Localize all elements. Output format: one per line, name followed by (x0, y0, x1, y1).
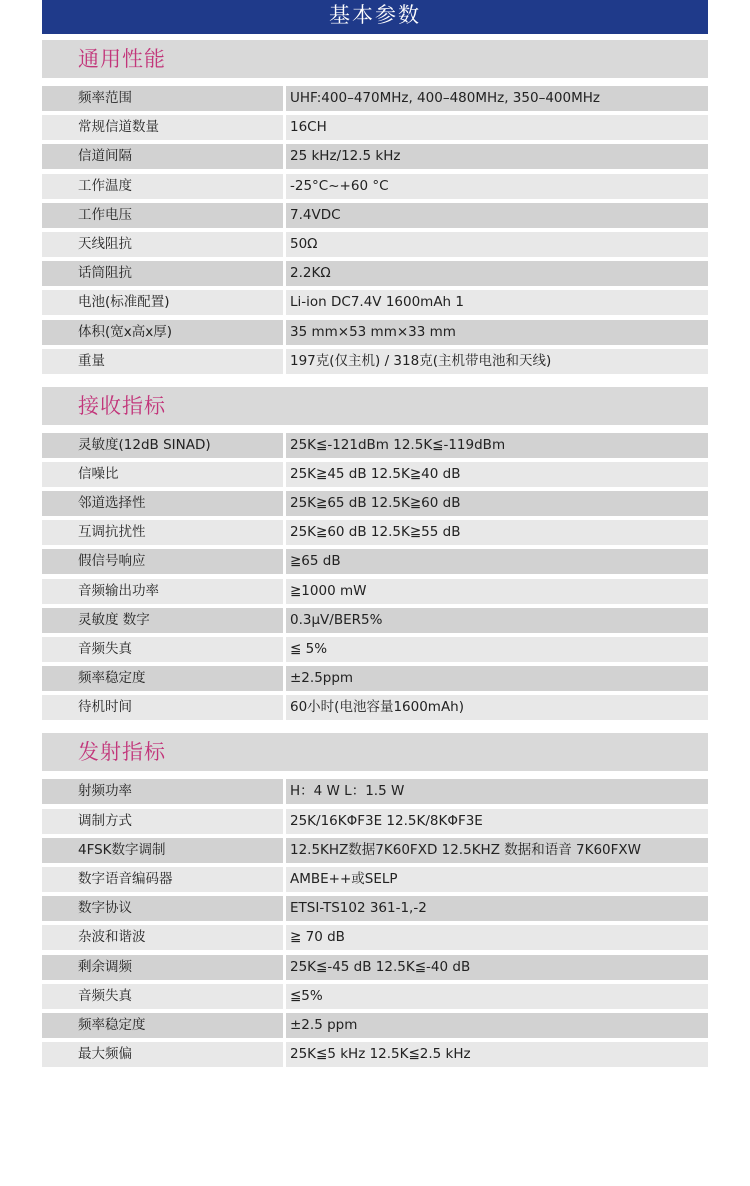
spec-row (42, 695, 708, 720)
spec-label: 频率稳定度 (42, 1013, 283, 1038)
spec-label: 数字语音编码器 (42, 867, 283, 892)
spec-section (42, 387, 708, 721)
spec-row (42, 433, 708, 458)
spec-value: 0.3μV/BER5% (286, 608, 708, 633)
section-title: 发射指标 (42, 733, 708, 771)
spec-value: 25K≧45 dB 12.5K≧40 dB (286, 462, 708, 487)
spec-value: 35 mm×53 mm×33 mm (286, 320, 708, 345)
spec-value: ≧1000 mW (286, 579, 708, 604)
spec-row (42, 520, 708, 545)
spec-value: 60小时(电池容量1600mAh) (286, 695, 708, 720)
spec-label: 4FSK数字调制 (42, 838, 283, 863)
section-title: 通用性能 (42, 40, 708, 78)
spec-value: Li-ion DC7.4V 1600mAh 1 (286, 290, 708, 315)
spec-label: 音频输出功率 (42, 579, 283, 604)
spec-value: 2.2KΩ (286, 261, 708, 286)
spec-value: 25K≦-45 dB 12.5K≦-40 dB (286, 955, 708, 980)
spec-label: 体积(宽x高x厚) (42, 320, 283, 345)
spec-label: 音频失真 (42, 637, 283, 662)
spec-value: 197克(仅主机) / 318克(主机带电池和天线) (286, 349, 708, 374)
spec-value: 25K≦-121dBm 12.5K≦-119dBm (286, 433, 708, 458)
spec-row (42, 290, 708, 315)
spec-value: -25°C~+60 °C (286, 174, 708, 199)
spec-value: ≦5% (286, 984, 708, 1009)
spec-value: 16CH (286, 115, 708, 140)
spec-label: 工作温度 (42, 174, 283, 199)
spec-row (42, 779, 708, 804)
spec-label: 待机时间 (42, 695, 283, 720)
spec-row (42, 666, 708, 691)
spec-row (42, 809, 708, 834)
spec-label: 最大频偏 (42, 1042, 283, 1067)
spec-row (42, 203, 708, 228)
spec-row (42, 261, 708, 286)
spec-label: 电池(标准配置) (42, 290, 283, 315)
spec-row (42, 349, 708, 374)
spec-row (42, 232, 708, 257)
spec-row (42, 608, 708, 633)
spec-value: ≦ 5% (286, 637, 708, 662)
spec-label: 互调抗扰性 (42, 520, 283, 545)
spec-row (42, 144, 708, 169)
spec-label: 天线阻抗 (42, 232, 283, 257)
banner-title: 基本参数 (42, 0, 708, 34)
spec-value: ETSI-TS102 361-1,-2 (286, 896, 708, 921)
spec-row (42, 984, 708, 1009)
sections-container (42, 40, 708, 1067)
spec-label: 数字协议 (42, 896, 283, 921)
spec-label: 重量 (42, 349, 283, 374)
spec-value: 50Ω (286, 232, 708, 257)
spec-row (42, 174, 708, 199)
spec-row (42, 896, 708, 921)
spec-label: 音频失真 (42, 984, 283, 1009)
spec-label: 信噪比 (42, 462, 283, 487)
spec-row (42, 637, 708, 662)
spec-label: 频率范围 (42, 86, 283, 111)
spec-row (42, 115, 708, 140)
spec-value: 25K≧60 dB 12.5K≧55 dB (286, 520, 708, 545)
spec-value: H：4 W L：1.5 W (286, 779, 708, 804)
spec-sheet (42, 0, 708, 1071)
spec-row (42, 491, 708, 516)
spec-value: ≧ 70 dB (286, 925, 708, 950)
spec-row (42, 86, 708, 111)
spec-value: 25K≦5 kHz 12.5K≦2.5 kHz (286, 1042, 708, 1067)
spec-label: 工作电压 (42, 203, 283, 228)
spec-row (42, 320, 708, 345)
spec-section (42, 40, 708, 374)
spec-row (42, 838, 708, 863)
spec-label: 邻道选择性 (42, 491, 283, 516)
spec-label: 剩余调频 (42, 955, 283, 980)
spec-label: 杂波和谐波 (42, 925, 283, 950)
spec-value: 12.5KHZ数据7K60FXD 12.5KHZ 数据和语音 7K60FXW (286, 838, 708, 863)
spec-row (42, 925, 708, 950)
spec-label: 话筒阻抗 (42, 261, 283, 286)
spec-row (42, 549, 708, 574)
spec-value: ±2.5ppm (286, 666, 708, 691)
spec-value: ±2.5 ppm (286, 1013, 708, 1038)
spec-value: 25K≧65 dB 12.5K≧60 dB (286, 491, 708, 516)
spec-row (42, 1042, 708, 1067)
spec-label: 频率稳定度 (42, 666, 283, 691)
spec-section (42, 733, 708, 1067)
spec-label: 常规信道数量 (42, 115, 283, 140)
spec-label: 假信号响应 (42, 549, 283, 574)
section-title: 接收指标 (42, 387, 708, 425)
spec-row (42, 462, 708, 487)
spec-row (42, 867, 708, 892)
spec-label: 调制方式 (42, 809, 283, 834)
spec-value: ≧65 dB (286, 549, 708, 574)
spec-value: UHF:400–470MHz, 400–480MHz, 350–400MHz (286, 86, 708, 111)
spec-label: 射频功率 (42, 779, 283, 804)
spec-value: AMBE++或SELP (286, 867, 708, 892)
spec-value: 7.4VDC (286, 203, 708, 228)
spec-row (42, 1013, 708, 1038)
spec-row (42, 955, 708, 980)
spec-row (42, 579, 708, 604)
spec-label: 信道间隔 (42, 144, 283, 169)
spec-value: 25K/16KΦF3E 12.5K/8KΦF3E (286, 809, 708, 834)
spec-label: 灵敏度 数字 (42, 608, 283, 633)
spec-label: 灵敏度(12dB SINAD) (42, 433, 283, 458)
spec-value: 25 kHz/12.5 kHz (286, 144, 708, 169)
